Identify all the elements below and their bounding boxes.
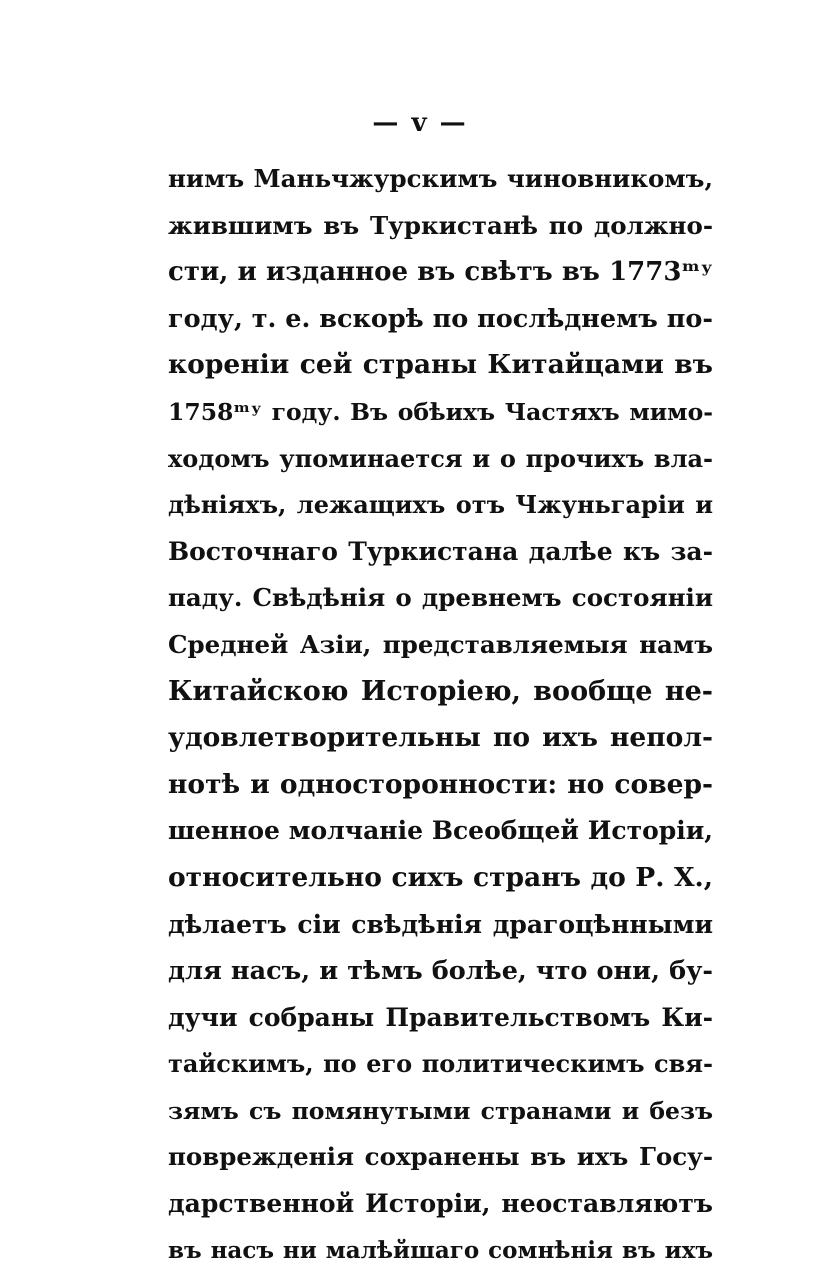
text-line: дучи собраны Правительствомъ Ки- bbox=[168, 1002, 713, 1032]
text-line: дѣніяхъ, лежащихъ отъ Чжуньгаріи и bbox=[168, 490, 713, 520]
text-line: тайскимъ, по его политическимъ свя- bbox=[168, 1049, 713, 1079]
text-line: ходомъ упоминается и о прочихъ вла- bbox=[168, 443, 713, 473]
text-line: поврежденія сохранены въ ихъ Госу- bbox=[168, 1142, 713, 1172]
text-line: Восточнаго Туркистана далѣе къ за- bbox=[168, 536, 713, 566]
text-line: сти, и изданное въ свѣтъ въ 1773ᵐʸ bbox=[168, 257, 713, 288]
text-line: шенное молчаніе Всеобщей Исторіи, bbox=[168, 816, 713, 846]
text-line: дарственной Исторіи, неоставляютъ bbox=[168, 1189, 713, 1219]
text-line: для насъ, и тѣмъ болѣе, что они, бу- bbox=[168, 956, 713, 987]
text-line: Средней Азіи, представляемыя намъ bbox=[168, 629, 713, 659]
text-line: паду. Свѣдѣнія о древнемъ состояніи bbox=[168, 583, 713, 613]
text-line: 1758ᵐʸ году. Въ обѣихъ Частяхъ мимо- bbox=[168, 397, 713, 426]
body-text bbox=[168, 156, 713, 1274]
text-line: въ насъ ни малѣйшаго сомнѣнія въ ихъ bbox=[168, 1236, 713, 1264]
text-line: удовлетворительны по ихъ непол- bbox=[168, 722, 713, 754]
text-line: кореніи сей страны Китайцами въ bbox=[168, 349, 713, 381]
text-line: году, т. е. вскорѣ по послѣднемъ по- bbox=[168, 303, 713, 334]
text-line: зямъ съ помянутыми странами и безъ bbox=[168, 1096, 713, 1125]
text-line: относительно сихъ странъ до Р. Х., bbox=[168, 861, 713, 893]
text-line: дѣлаетъ сіи свѣдѣнія драгоцѣнными bbox=[168, 909, 713, 939]
text-line: нотѣ и односторонности: но совер- bbox=[168, 768, 713, 800]
text-line: Китайскою Исторіею, вообще не- bbox=[168, 675, 713, 707]
page-number: — v — bbox=[372, 108, 468, 138]
text-line: нимъ Маньчжурскимъ чиновникомъ, bbox=[168, 164, 713, 193]
text-line: жившимъ въ Туркистанѣ по должно- bbox=[168, 210, 713, 240]
